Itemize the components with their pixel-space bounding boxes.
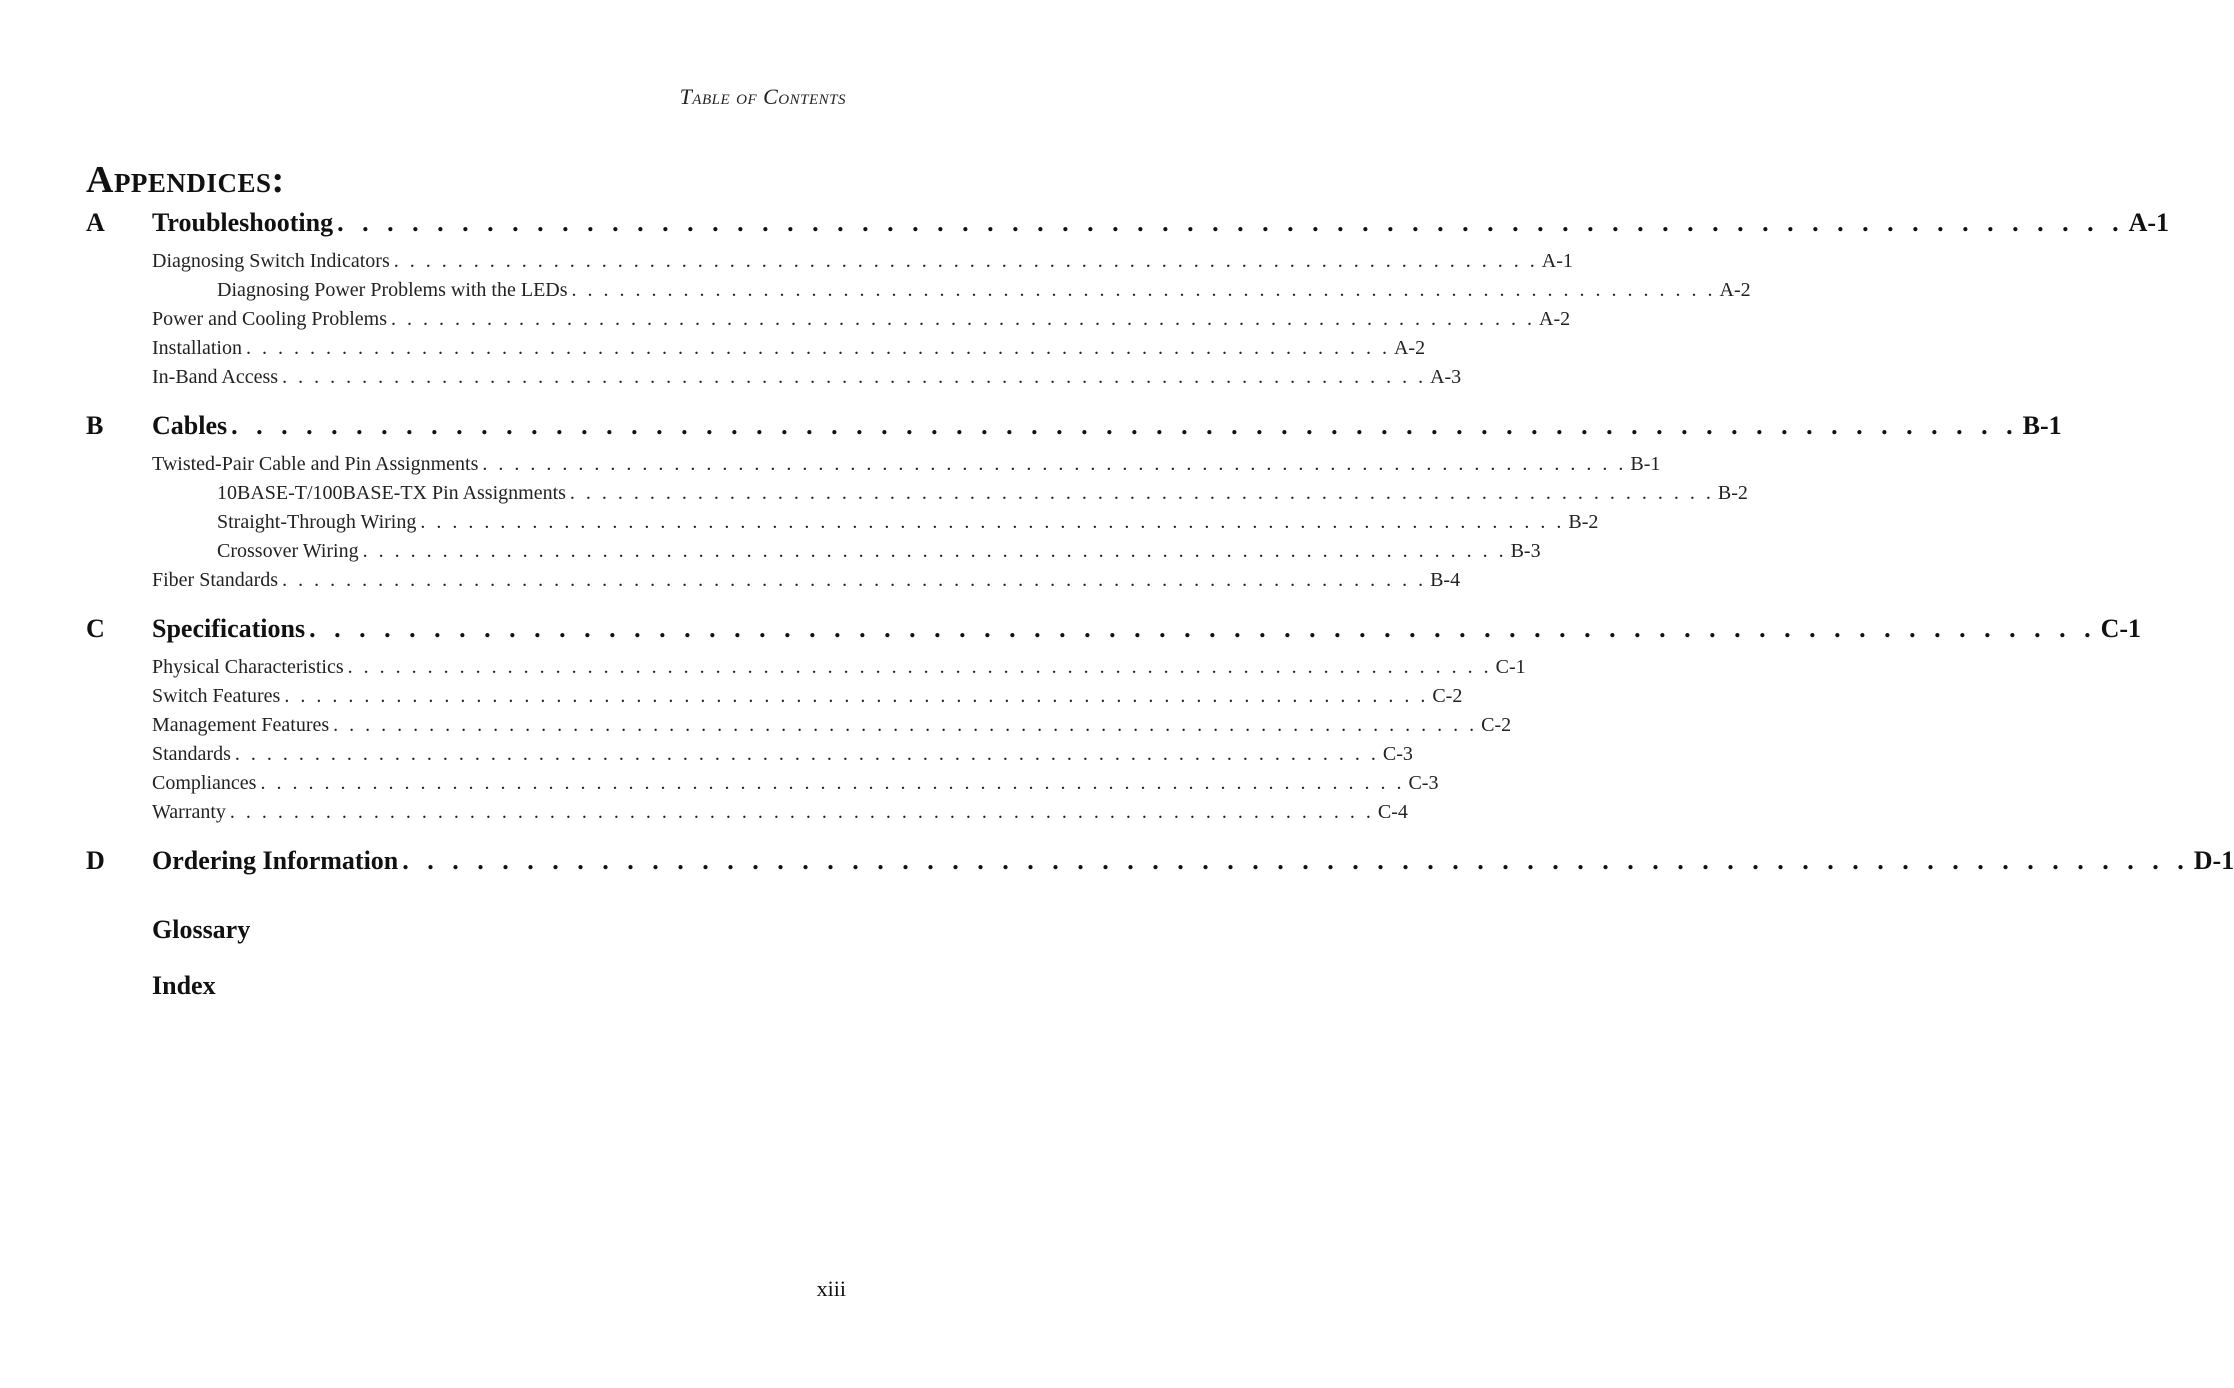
entry-title: Twisted-Pair Cable and Pin Assignments [152, 453, 479, 475]
toc-entry[interactable] [152, 337, 1426, 366]
toc-entry[interactable] [152, 279, 1751, 308]
toc-entries [152, 654, 1526, 830]
entry-page: C-2 [1481, 714, 1512, 736]
dot-leader: . . . . . . . . . . . . . . . . . . . . . . . . . . . . . . . . . . . . . . . . . . . . . . . . . . . . . . . . . . . . . . . . . . . . . . . . [245, 337, 1390, 359]
chapter-page: A-1 [2128, 208, 2170, 237]
chapter-page: B-1 [2022, 411, 2062, 440]
dot-leader: . . . . . . . . . . . . . . . . . . . . . . . . . . . . . . . . . . . . . . . . . . . . . . . . . . . . . . . . . . . . . . . . . . . . . . . . [260, 772, 1405, 794]
entry-title: In-Band Access [152, 366, 279, 388]
entry-page: C-3 [1408, 772, 1439, 794]
dot-leader: . . . . . . . . . . . . . . . . . . . . . . . . . . . . . . . . . . . . . . . . . . . . . . . . . . . . . . . . . . . . . . . . . . . . . . . . [391, 308, 1535, 330]
entry-title: Power and Cooling Problems [152, 308, 387, 330]
entry-page: B-3 [1510, 540, 1541, 562]
entry-page: A-2 [1719, 279, 1751, 301]
entry-page: A-2 [1539, 308, 1571, 330]
table-of-contents [86, 208, 2234, 1014]
toc-extra-index[interactable]: Index [152, 971, 216, 1000]
toc-entry[interactable] [152, 366, 1462, 395]
dot-leader: . . . . . . . . . . . . . . . . . . . . . . . . . . . . . . . . . . . . . . . . . . . . . . . . . . . . . . . . . . . . . . . . . . . . . . . . [402, 846, 2190, 875]
dot-leader: . . . . . . . . . . . . . . . . . . . . . . . . . . . . . . . . . . . . . . . . . . . . . . . . . . . . . . . . . . . . . . . . . . . . . . . . [282, 569, 1427, 591]
entry-page: A-3 [1430, 366, 1462, 388]
toc-entry[interactable] [152, 540, 1541, 569]
running-header: Table of Contents [679, 84, 846, 109]
entry-page: C-1 [1495, 656, 1526, 678]
dot-leader: . . . . . . . . . . . . . . . . . . . . . . . . . . . . . . . . . . . . . . . . . . . . . . . . . . . . . . . . . . . . . . . . . . . . . . . . [234, 743, 1379, 765]
entry-title: Management Features [152, 714, 330, 736]
dot-leader: . . . . . . . . . . . . . . . . . . . . . . . . . . . . . . . . . . . . . . . . . . . . . . . . . . . . . . . . . . . . . . . . . . . . . . . . [337, 208, 2125, 237]
entry-page: C-2 [1432, 685, 1463, 707]
chapter-title: Troubleshooting [152, 208, 334, 237]
chapter-letter: D [86, 846, 105, 875]
toc-entry[interactable] [152, 569, 1461, 598]
entry-page: C-4 [1377, 801, 1408, 823]
toc-entry[interactable] [152, 250, 1573, 279]
dot-leader: . . . . . . . . . . . . . . . . . . . . . . . . . . . . . . . . . . . . . . . . . . . . . . . . . . . . . . . . . . . . . . . . . . . . . . . . [231, 411, 2019, 440]
dot-leader: . . . . . . . . . . . . . . . . . . . . . . . . . . . . . . . . . . . . . . . . . . . . . . . . . . . . . . . . . . . . . . . . . . . . . . . . [571, 279, 1716, 301]
toc-entries [152, 451, 1748, 598]
entry-title: Straight-Through Wiring [217, 511, 417, 533]
chapter-title: Cables [152, 411, 228, 440]
toc-chapter-group [86, 614, 2142, 830]
chapter-page: C-1 [2100, 614, 2142, 643]
dot-leader: . . . . . . . . . . . . . . . . . . . . . . . . . . . . . . . . . . . . . . . . . . . . . . . . . . . . . . . . . . . . . . . . . . . . . . . . [420, 511, 1565, 533]
dot-leader: . . . . . . . . . . . . . . . . . . . . . . . . . . . . . . . . . . . . . . . . . . . . . . . . . . . . . . . . . . . . . . . . . . . . . . . . [569, 482, 1714, 504]
entry-title: Diagnosing Switch Indicators [152, 250, 390, 272]
dot-leader: . . . . . . . . . . . . . . . . . . . . . . . . . . . . . . . . . . . . . . . . . . . . . . . . . . . . . . . . . . . . . . . . . . . . . . . . [333, 714, 1478, 736]
toc-chapter-b[interactable] [86, 411, 2062, 451]
toc-entry[interactable] [152, 801, 1408, 830]
page-title: Appendices: [86, 159, 285, 201]
toc-chapter-group [86, 411, 2062, 598]
entry-page: A-2 [1393, 337, 1426, 359]
chapter-letter: C [86, 614, 105, 643]
toc-entry[interactable] [152, 656, 1526, 685]
entry-title: 10BASE-T/100BASE-TX Pin Assignments [217, 482, 566, 504]
toc-chapter-group [86, 208, 2170, 395]
toc-entry[interactable] [152, 482, 1748, 511]
chapter-title: Ordering Information [152, 846, 399, 875]
dot-leader: . . . . . . . . . . . . . . . . . . . . . . . . . . . . . . . . . . . . . . . . . . . . . . . . . . . . . . . . . . . . . . . . . . . . . . . . [482, 453, 1627, 475]
entry-title: Standards [152, 743, 231, 765]
entry-page: B-2 [1717, 482, 1748, 504]
toc-chapter-d[interactable] [86, 846, 2234, 886]
toc-chapter-group [86, 846, 2234, 886]
entry-title: Installation [152, 337, 242, 359]
entry-title: Compliances [152, 772, 257, 794]
entry-page: B-2 [1568, 511, 1599, 533]
entry-title: Crossover Wiring [217, 540, 359, 562]
toc-entry[interactable] [152, 453, 1661, 482]
dot-leader: . . . . . . . . . . . . . . . . . . . . . . . . . . . . . . . . . . . . . . . . . . . . . . . . . . . . . . . . . . . . . . . . . . . . . . . . [282, 366, 1427, 388]
toc-entry[interactable] [152, 511, 1599, 540]
chapter-letter: B [86, 411, 104, 440]
toc-extra-glossary[interactable]: Glossary [152, 915, 251, 944]
dot-leader: . . . . . . . . . . . . . . . . . . . . . . . . . . . . . . . . . . . . . . . . . . . . . . . . . . . . . . . . . . . . . . . . . . . . . . . . [393, 250, 1538, 272]
entry-title: Physical Characteristics [152, 656, 344, 678]
entry-title: Switch Features [152, 685, 281, 707]
toc-entry[interactable] [152, 772, 1439, 801]
toc-entry[interactable] [152, 714, 1512, 743]
toc-chapter-a[interactable] [86, 208, 2170, 248]
dot-leader: . . . . . . . . . . . . . . . . . . . . . . . . . . . . . . . . . . . . . . . . . . . . . . . . . . . . . . . . . . . . . . . . . . . . . . . . [347, 656, 1492, 678]
dot-leader: . . . . . . . . . . . . . . . . . . . . . . . . . . . . . . . . . . . . . . . . . . . . . . . . . . . . . . . . . . . . . . . . . . . . . . . . [284, 685, 1429, 707]
toc-entry[interactable] [152, 743, 1413, 772]
entry-page: B-1 [1630, 453, 1661, 475]
chapter-title: Specifications [152, 614, 306, 643]
dot-leader: . . . . . . . . . . . . . . . . . . . . . . . . . . . . . . . . . . . . . . . . . . . . . . . . . . . . . . . . . . . . . . . . . . . . . . . . [309, 614, 2097, 643]
entry-title: Fiber Standards [152, 569, 279, 591]
page-number: xiii [816, 1276, 846, 1301]
toc-entries [152, 248, 1751, 395]
entry-page: A-1 [1541, 250, 1573, 272]
chapter-letter: A [86, 208, 105, 237]
entry-title: Warranty [152, 801, 226, 823]
dot-leader: . . . . . . . . . . . . . . . . . . . . . . . . . . . . . . . . . . . . . . . . . . . . . . . . . . . . . . . . . . . . . . . . . . . . . . . . [362, 540, 1507, 562]
dot-leader: . . . . . . . . . . . . . . . . . . . . . . . . . . . . . . . . . . . . . . . . . . . . . . . . . . . . . . . . . . . . . . . . . . . . . . . . [229, 801, 1374, 823]
entry-title: Diagnosing Power Problems with the LEDs [217, 279, 568, 301]
chapter-page: D-1 [2193, 846, 2234, 875]
toc-chapter-c[interactable] [86, 614, 2142, 654]
entry-page: C-3 [1382, 743, 1413, 765]
toc-entry[interactable] [152, 685, 1463, 714]
toc-entry[interactable] [152, 308, 1571, 337]
entry-page: B-4 [1430, 569, 1461, 591]
